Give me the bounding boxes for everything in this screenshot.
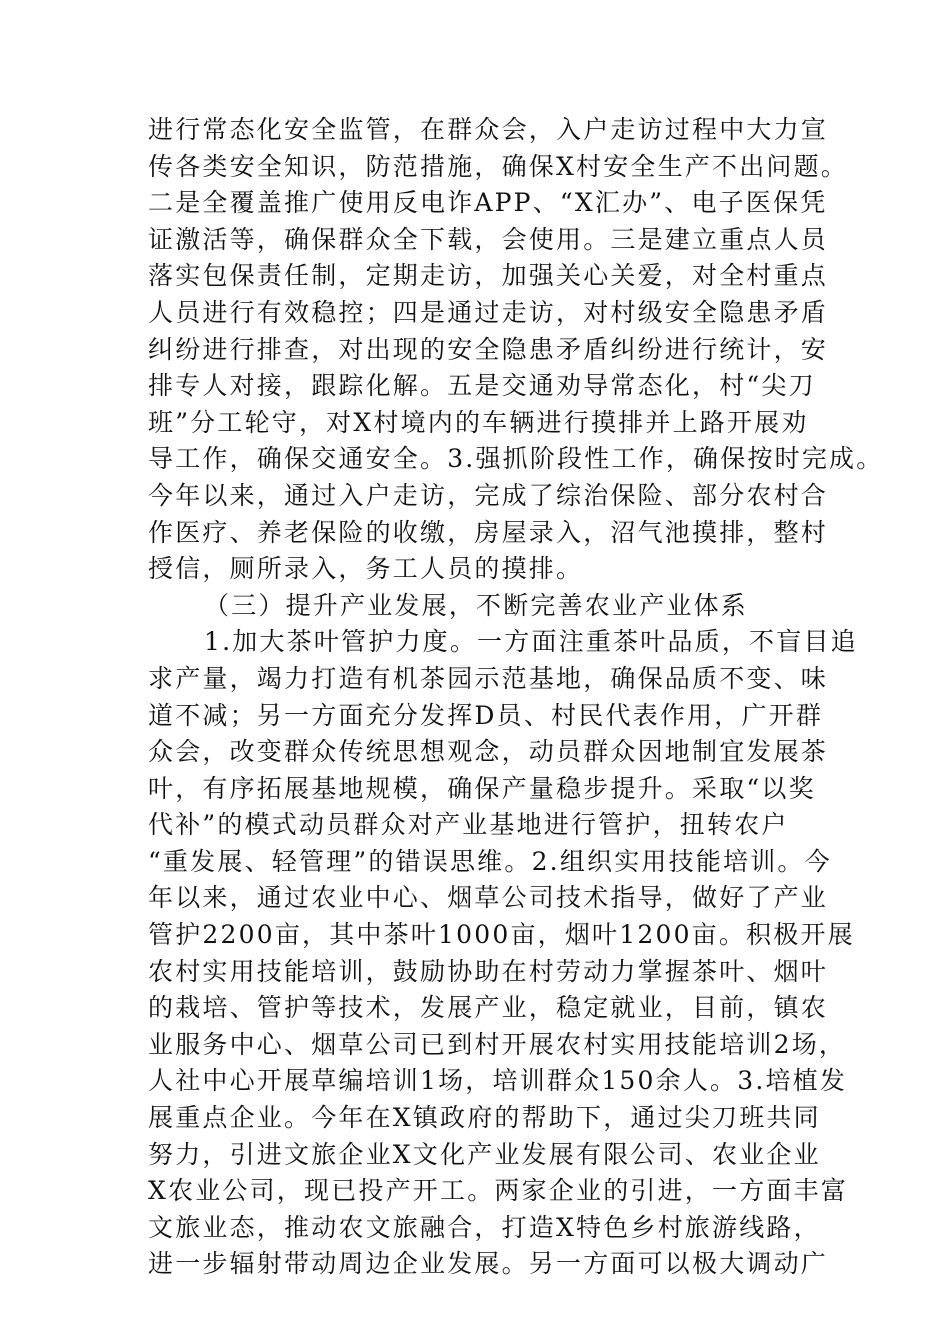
text-line: 管护2200亩，其中茶叶1000亩，烟叶1200亩。积极开展 bbox=[148, 920, 855, 950]
text-line: 的栽培、管护等技术，发展产业，稳定就业，目前，镇农 bbox=[148, 993, 829, 1023]
paragraph-first-line: 1.加大茶叶管护力度。一方面注重茶叶品质，不盲目追 bbox=[204, 627, 858, 657]
text-line: 求产量，竭力打造有机茶园示范基地，确保品质不变、味 bbox=[148, 663, 829, 693]
text-line: X农业公司，现已投产开工。两家企业的引进，一方面丰富 bbox=[148, 1176, 849, 1206]
text-line: 年以来，通过农业中心、烟草公司技术指导，做好了产业 bbox=[148, 883, 829, 913]
text-line: 展重点企业。今年在X镇政府的帮助下，通过尖刀班共同 bbox=[148, 1103, 821, 1133]
text-line: 传各类安全知识，防范措施，确保X村安全生产不出问题。 bbox=[148, 151, 849, 181]
text-line: 文旅业态，推动农文旅融合，打造X特色乡村旅游线路， bbox=[148, 1212, 821, 1242]
text-line: 叶，有序拓展基地规模，确保产量稳步提升。采取“以奖 bbox=[148, 773, 816, 803]
text-line: 道不减；另一方面充分发挥D员、村民代表作用，广开群 bbox=[148, 700, 824, 730]
text-line: 导工作，确保交通安全。3.强抓阶段性工作，确保按时完成。 bbox=[148, 444, 884, 474]
text-line: 班”分工轮守，对X村境内的车辆进行摸排并上路开展劝 bbox=[148, 407, 809, 437]
text-line: 人社中心开展草编培训1场，培训群众150余人。3.培植发 bbox=[148, 1066, 848, 1096]
text-line: 农村实用技能培训，鼓励协助在村劳动力掌握茶叶、烟叶 bbox=[148, 956, 829, 986]
text-line: 努力，引进文旅企业X文化产业发展有限公司、农业企业 bbox=[148, 1139, 821, 1169]
text-line: 人员进行有效稳控；四是通过走访，对村级安全隐患矛盾 bbox=[148, 297, 829, 327]
text-line: 证激活等，确保群众全下载，会使用。三是建立重点人员 bbox=[148, 224, 829, 254]
text-line: 今年以来，通过入户走访，完成了综治保险、部分农村合 bbox=[148, 480, 829, 510]
text-line: 进一步辐射带动周边企业发展。另一方面可以极大调动广 bbox=[148, 1249, 829, 1279]
text-line: 纠纷进行排查，对出现的安全隐患矛盾纠纷进行统计，安 bbox=[148, 334, 829, 364]
text-line: 代补”的模式动员群众对产业基地进行管护，扭转农户 bbox=[148, 810, 789, 840]
text-line: 二是全覆盖推广使用反电诈APP、“X汇办”、电子医保凭 bbox=[148, 188, 828, 218]
text-line: 众会，改变群众传统思想观念，动员群众因地制宜发展茶 bbox=[148, 737, 829, 767]
document-body bbox=[148, 112, 884, 1283]
section-heading: （三）提升产业发展，不断完善农业产业体系 bbox=[204, 590, 749, 620]
text-line: 落实包保责任制，定期走访，加强关心关爱，对全村重点 bbox=[148, 261, 829, 291]
text-line: 授信，厕所录入，务工人员的摸排。 bbox=[148, 554, 584, 584]
text-line: 作医疗、养老保险的收缴，房屋录入，沼气池摸排，整村 bbox=[148, 517, 829, 547]
text-line: 业服务中心、烟草公司已到村开展农村实用技能培训2场， bbox=[148, 1029, 847, 1059]
text-line: 进行常态化安全监管，在群众会，入户走访过程中大力宣 bbox=[148, 115, 829, 144]
text-line: “重发展、轻管理”的错误思维。2.组织实用技能培训。今 bbox=[148, 846, 832, 876]
text-line: 排专人对接，跟踪化解。五是交通劝导常态化，村“尖刀 bbox=[148, 371, 816, 401]
